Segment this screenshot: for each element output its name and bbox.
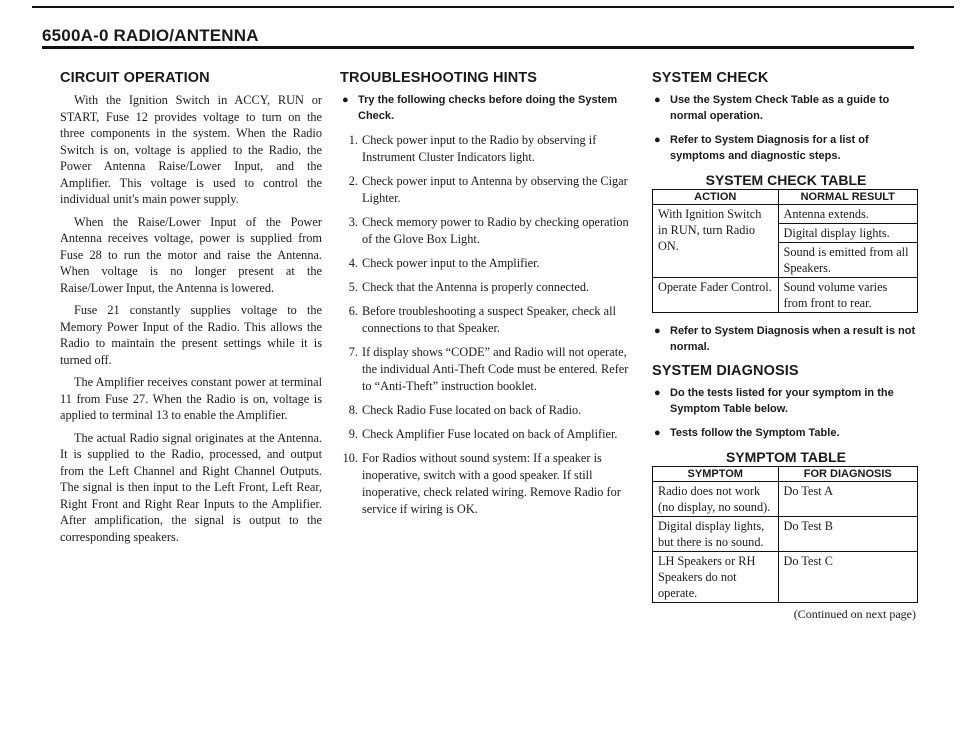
circuit-paragraph: Fuse 21 constantly supplies voltage to the Memory Power Input of the Radio. This allows the Radio to maintain the present settings while it is turned off. [60, 303, 322, 367]
list-item: 5. Check that the Antenna is properly connected. [348, 280, 590, 294]
list-item: ● Refer to System Diagnosis for a list of symptoms and diagnostic steps. [654, 134, 869, 162]
diagnosis-cell: Do Test A [778, 482, 917, 517]
symptom-table [652, 466, 918, 603]
bullet-icon: ● [654, 134, 661, 146]
list-item: ● Do the tests listed for your symptom in the Symptom Table below. [654, 387, 894, 415]
list-item: 6. Before troubleshooting a suspect Speaker, check all connections to that Speaker. [348, 304, 616, 335]
bullet-icon: ● [654, 387, 661, 399]
circuit-operation-column [60, 70, 322, 551]
symptom-cell: LH Speakers or RH Speakers do not operate. [653, 552, 779, 603]
bullet-icon: ● [654, 94, 661, 106]
list-item: 8. Check Radio Fuse located on back of Radio. [348, 403, 582, 417]
list-item: 9. Check Amplifier Fuse located on back of Amplifier. [348, 427, 618, 441]
list-item: 10. For Radios without sound system: If a speaker is inoperative, switch with a good speaker. If still inoperative, check related wiring. Remove Radio for service if wiring is OK. [342, 451, 621, 516]
list-item: ● Use the System Check Table as a guide to normal operation. [654, 94, 890, 122]
table-row [653, 205, 918, 278]
troubleshooting-heading: TROUBLESHOOTING HINTS [340, 70, 538, 86]
list-item: 1. Check power input to the Radio by observing if Instrument Cluster Indicators light. [348, 133, 597, 164]
result-cell: Sound volume varies from front to rear. [778, 278, 917, 313]
page-header: 6500A-0 RADIO/ANTENNA [42, 26, 259, 45]
column-header: FOR DIAGNOSIS [778, 467, 917, 482]
column-header: NORMAL RESULT [778, 190, 917, 205]
symptom-cell: Digital display lights, but there is no sound. [653, 517, 779, 552]
system-check-table [652, 189, 918, 313]
bullet-icon: ● [654, 427, 661, 439]
bullet-icon: ● [654, 325, 661, 337]
troubleshooting-column [340, 70, 632, 525]
bullet-icon: ● [342, 94, 349, 106]
system-check-column [652, 70, 920, 622]
list-item: 3. Check memory power to Radio by checking operation of the Glove Box Light. [348, 215, 629, 246]
table-row [653, 552, 918, 603]
system-diagnosis-bullets [652, 385, 920, 441]
header-rule [42, 46, 914, 49]
circuit-paragraph: When the Raise/Lower Input of the Power Antenna receives voltage, power is supplied from Fuse 28 to run the motor and raise the Antenna. When voltage is no longer present at the Raise/Lower Input, the Antenna is lowered. [60, 214, 322, 295]
column-header: SYMPTOM [653, 467, 779, 482]
table-row [653, 517, 918, 552]
table-header-row [653, 190, 918, 205]
continued-note: (Continued on next page) [793, 607, 916, 621]
symptom-cell: Radio does not work (no display, no sound). [653, 482, 779, 517]
list-item: ● Try the following checks before doing the System Check. [342, 94, 618, 122]
circuit-operation-heading: CIRCUIT OPERATION [60, 70, 210, 86]
diagnosis-cell: Do Test C [778, 552, 917, 603]
symptom-table-title: SYMPTOM TABLE [725, 449, 847, 465]
action-cell: With Ignition Switch in RUN, turn Radio ON. [653, 205, 779, 278]
system-check-note [652, 323, 920, 355]
system-check-bullets [652, 92, 920, 164]
list-item: 7. If display shows “CODE” and Radio will not operate, the individual Anti-Theft Code must be entered. Refer to “Anti-Theft” instruction booklet. [348, 345, 629, 393]
table-header-row [653, 467, 918, 482]
troubleshooting-bullets [340, 92, 632, 124]
diagnosis-cell: Do Test B [778, 517, 917, 552]
circuit-paragraph: With the Ignition Switch in ACCY, RUN or START, Fuse 12 provides voltage to turn on the three components in the system. When the Radio Switch is on, voltage is applied to the Radio, the Power Antenna Raise/Lower Input, and the Amplifier. This voltage is used to control the individual unit's main power supply. [60, 93, 322, 206]
list-item: 4. Check power input to the Amplifier. [348, 256, 540, 270]
result-item: Antenna extends. [783, 207, 869, 221]
list-item: ● Refer to System Diagnosis when a result is not normal. [654, 325, 916, 353]
table-row [653, 278, 918, 313]
system-check-heading: SYSTEM CHECK [652, 70, 769, 86]
result-cell [778, 205, 917, 278]
column-header: ACTION [653, 190, 779, 205]
circuit-paragraph: The actual Radio signal originates at the Antenna. It is supplied to the Radio, processed, and output from the Left Channel and Right Channel Outputs. The signal is then input to the Left Front, Left Rear, Right Front and Right Rear Inputs to the Amplifier. After amplification, the signal is output to the corresponding speakers. [60, 430, 322, 544]
circuit-paragraph: The Amplifier receives constant power at terminal 11 from Fuse 27. When the Radio is on, voltage is applied to terminal 13 to enable the Amplifier. [60, 375, 322, 422]
system-check-table-title: SYSTEM CHECK TABLE [705, 172, 867, 188]
action-cell: Operate Fader Control. [653, 278, 779, 313]
list-item: 2. Check power input to Antenna by observing the Cigar Lighter. [348, 174, 628, 205]
system-diagnosis-heading: SYSTEM DIAGNOSIS [652, 363, 799, 379]
troubleshooting-steps [340, 132, 632, 518]
result-item: Sound is emitted from all Speakers. [779, 242, 917, 277]
result-item: Digital display lights. [779, 223, 917, 242]
top-rule [32, 6, 954, 8]
table-row [653, 482, 918, 517]
list-item: ● Tests follow the Symptom Table. [654, 427, 840, 439]
